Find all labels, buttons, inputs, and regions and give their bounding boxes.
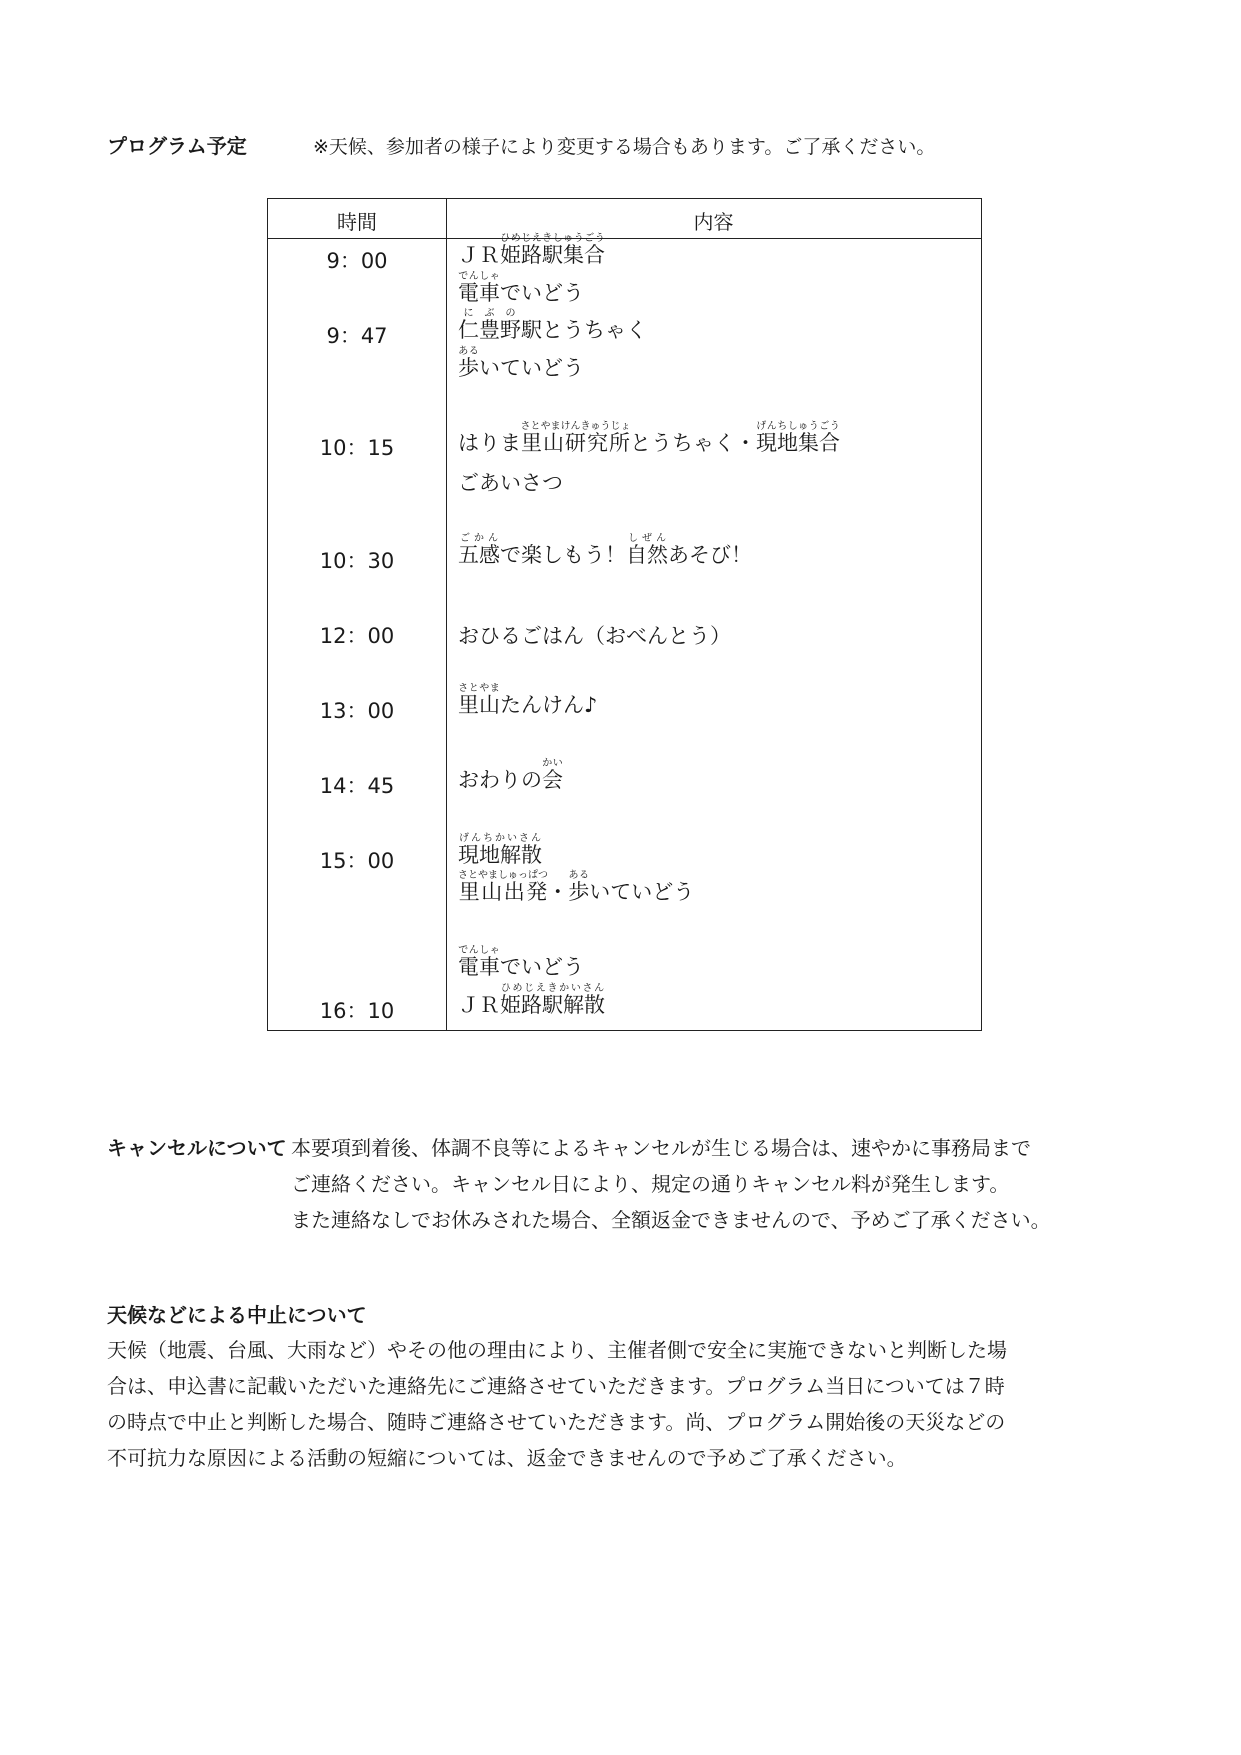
- section-title-program: プログラム予定: [107, 134, 247, 158]
- table-header-divider: [268, 238, 981, 239]
- weather-section: [107, 1298, 1147, 1476]
- column-header-content: 内容: [693, 210, 734, 234]
- content-line: 里山さとやまたんけん♪: [458, 683, 598, 717]
- weather-line: 天候（地震、台風、大雨など）やその他の理由により、主催者側で安全に実施できないと判断した場: [107, 1338, 1007, 1362]
- content-line: ＪＲ姫路駅集合ひめじえきしゅうごう: [458, 233, 605, 267]
- content-line: 仁豊野にぶの駅とうちゃく: [458, 308, 647, 342]
- column-header-time: 時間: [337, 210, 377, 234]
- time-cell: 13：00: [319, 699, 395, 723]
- content-line: はりま里山研究所さとやまけんきゅうじょとうちゃく・現地集合げんちしゅうごう: [458, 421, 840, 455]
- cancel-line: ご連絡ください。キャンセル日により、規定の通りキャンセル料が発生します。: [291, 1172, 1010, 1196]
- cancel-body: [291, 1130, 1241, 1238]
- weather-line: の時点で中止と判断した場合、随時ご連絡させていただきます。尚、プログラム開始後の天災などの: [107, 1410, 1006, 1434]
- cancel-line: また連絡なしでお休みされた場合、全額返金できませんので、予めご了承ください。: [291, 1208, 1051, 1232]
- content-line: おわりの会かい: [458, 758, 563, 792]
- schedule-table: [267, 198, 982, 1031]
- schedule-note: ※天候、参加者の様子により変更する場合もあります。ご了承ください。: [313, 136, 936, 158]
- time-cell: 9：00: [326, 249, 388, 273]
- time-cell: 9：47: [326, 324, 388, 348]
- time-cell: 16：10: [319, 999, 395, 1023]
- content-line: ＪＲ姫路駅解散ひめじえきかいさん: [458, 983, 605, 1017]
- time-cell: 12：00: [319, 624, 395, 648]
- time-cell: 14：45: [319, 774, 395, 798]
- content-line: ごあいさつ: [458, 471, 563, 495]
- table-column-divider: [446, 199, 447, 1030]
- content-line: 里山出発さとやましゅっぱつ・歩あるいていどう: [458, 870, 695, 904]
- content-line: おひるごはん（おべんとう）: [458, 624, 731, 648]
- weather-body: [107, 1332, 1147, 1476]
- cancel-line: 本要項到着後、体調不良等によるキャンセルが生じる場合は、速やかに事務局まで: [291, 1136, 1031, 1160]
- content-line: 歩あるいていどう: [458, 346, 584, 380]
- schedule-header: [107, 130, 935, 159]
- time-cell: 15：00: [319, 849, 395, 873]
- content-line: 電車でんしゃでいどう: [458, 945, 584, 979]
- content-line: 電車でんしゃでいどう: [458, 271, 584, 305]
- weather-line: 不可抗力な原因による活動の短縮については、返金できませんので予めご了承ください。: [107, 1446, 907, 1470]
- weather-line: 合は、申込書に記載いただいた連絡先にご連絡させていただきます。プログラム当日については７時: [107, 1374, 1005, 1398]
- time-cell: 10：15: [319, 436, 395, 460]
- content-line: 現地解散げんちかいさん: [458, 833, 542, 867]
- time-cell: 10：30: [319, 549, 395, 573]
- weather-label: 天候などによる中止について: [107, 1303, 367, 1327]
- cancel-label: キャンセルについて: [107, 1136, 287, 1160]
- content-line: 五感ごかんで楽しもう！自然しぜんあそび！: [458, 533, 752, 567]
